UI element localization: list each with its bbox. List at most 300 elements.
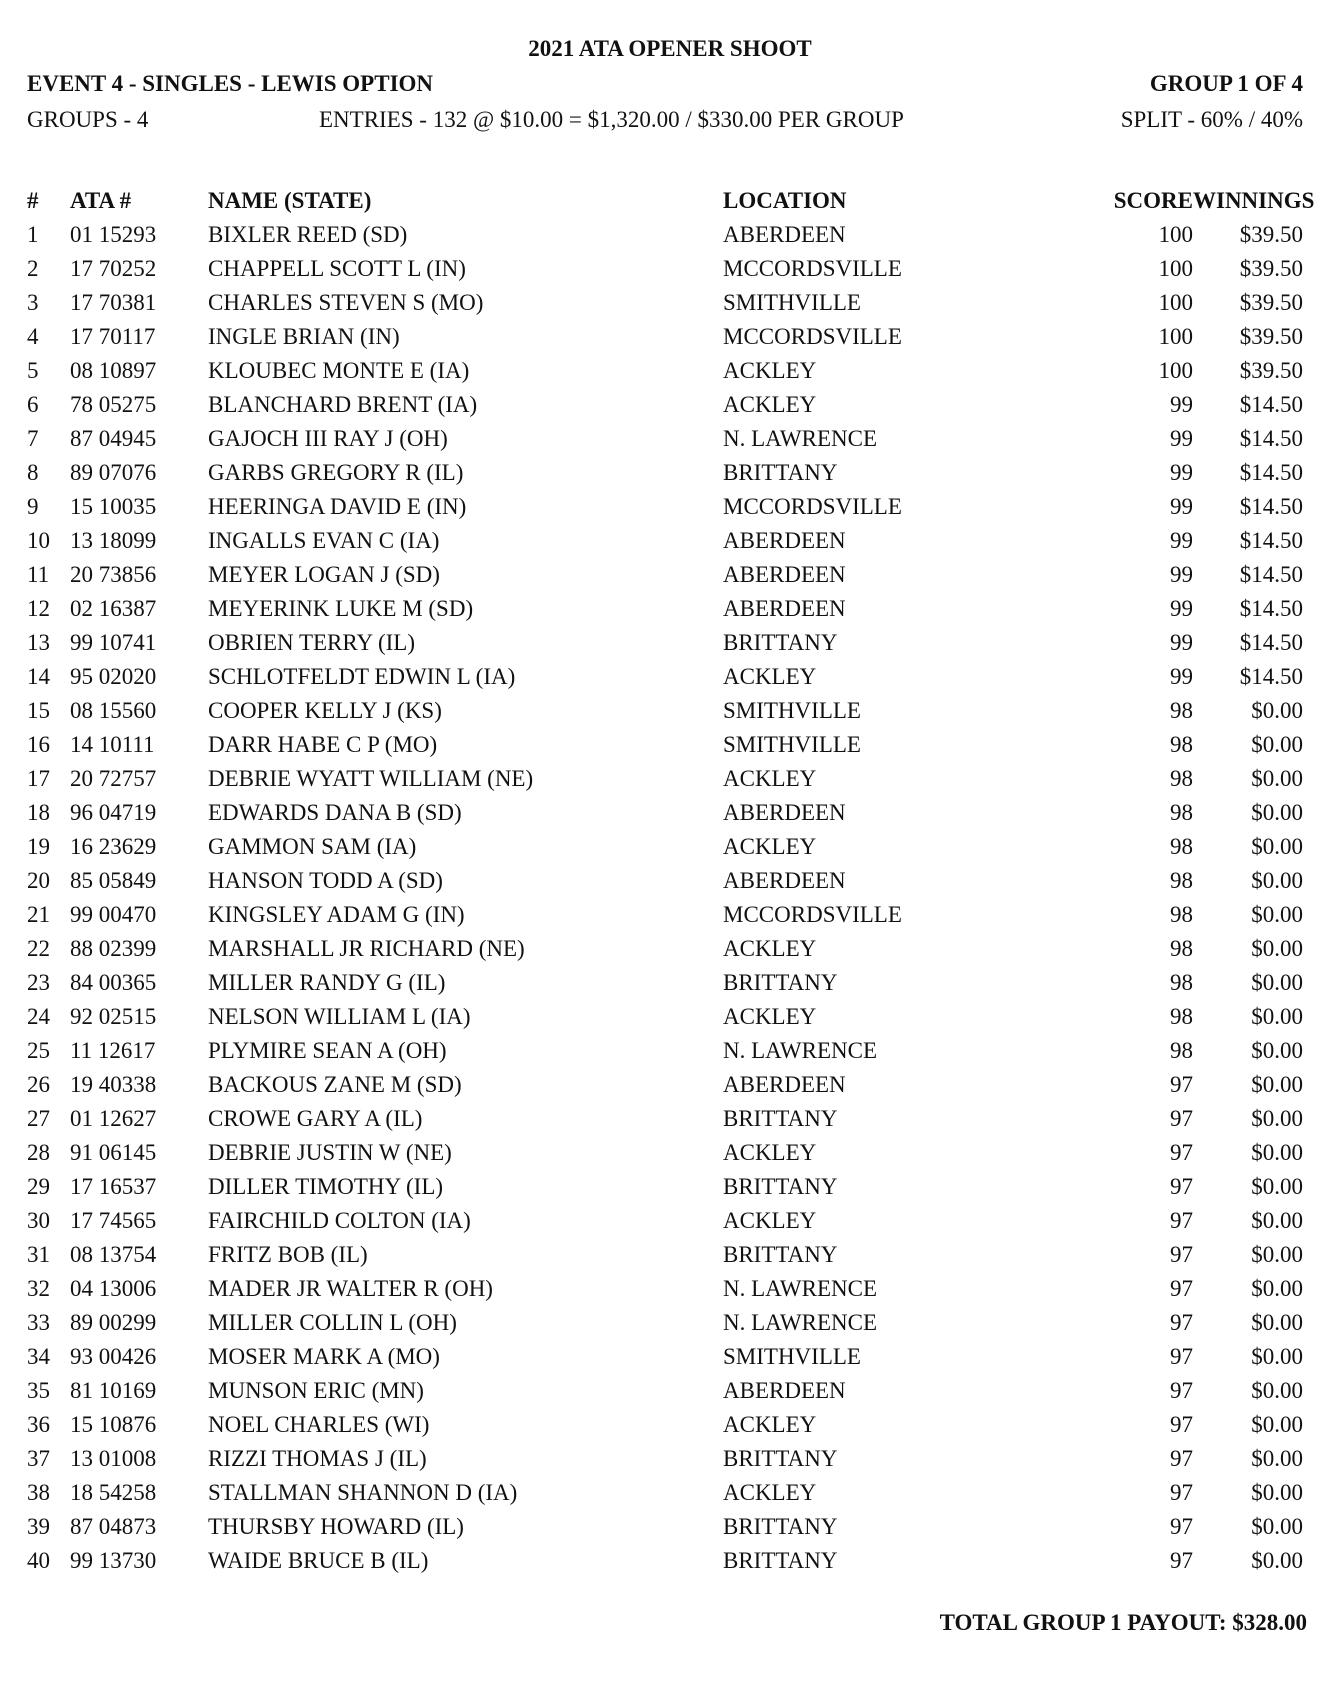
cell-location: ABERDEEN: [723, 868, 846, 893]
cell-ata-number: 81 10169: [70, 1378, 157, 1403]
cell-rank: 36: [27, 1412, 50, 1437]
table-row: [27, 1068, 1313, 1102]
cell-name: DEBRIE JUSTIN W (NE): [208, 1140, 452, 1165]
cell-score: 97: [1170, 1514, 1193, 1539]
cell-name: GARBS GREGORY R (IL): [208, 460, 464, 485]
cell-ata-number: 13 18099: [70, 528, 157, 553]
cell-ata-number: 96 04719: [70, 800, 157, 825]
cell-winnings: $0.00: [1251, 1242, 1303, 1267]
cell-name: CHAPPELL SCOTT L (IN): [208, 256, 466, 281]
cell-location: SMITHVILLE: [723, 290, 861, 315]
cell-name: RIZZI THOMAS J (IL): [208, 1446, 427, 1471]
cell-winnings: $0.00: [1251, 1412, 1303, 1437]
cell-score: 98: [1170, 800, 1193, 825]
cell-location: MCCORDSVILLE: [723, 324, 902, 349]
cell-score: 97: [1170, 1412, 1193, 1437]
cell-rank: 6: [27, 392, 39, 417]
cell-score: 97: [1170, 1344, 1193, 1369]
cell-name: DARR HABE C P (MO): [208, 732, 438, 757]
cell-location: MCCORDSVILLE: [723, 494, 902, 519]
cell-location: MCCORDSVILLE: [723, 902, 902, 927]
cell-name: INGALLS EVAN C (IA): [208, 528, 440, 553]
cell-location: ACKLEY: [723, 1004, 817, 1029]
cell-rank: 9: [27, 494, 39, 519]
cell-score: 98: [1170, 1004, 1193, 1029]
cell-location: BRITTANY: [723, 1514, 838, 1539]
cell-rank: 25: [27, 1038, 50, 1063]
table-row: [27, 1102, 1313, 1136]
cell-rank: 10: [27, 528, 50, 553]
cell-name: FAIRCHILD COLTON (IA): [208, 1208, 471, 1233]
table-row: [27, 286, 1313, 320]
cell-rank: 11: [27, 562, 50, 587]
cell-ata-number: 17 74565: [70, 1208, 157, 1233]
cell-ata-number: 99 10741: [70, 630, 157, 655]
cell-winnings: $0.00: [1251, 902, 1303, 927]
cell-ata-number: 99 13730: [70, 1548, 157, 1573]
cell-score: 99: [1170, 630, 1193, 655]
cell-name: COOPER KELLY J (KS): [208, 698, 442, 723]
cell-rank: 37: [27, 1446, 50, 1471]
cell-score: 97: [1170, 1208, 1193, 1233]
table-row: [27, 422, 1313, 456]
cell-score: 99: [1170, 426, 1193, 451]
cell-ata-number: 78 05275: [70, 392, 157, 417]
group-indicator: GROUP 1 OF 4: [1149, 71, 1303, 96]
column-header-name: NAME (STATE): [208, 188, 372, 213]
table-row: [27, 1170, 1313, 1204]
cell-ata-number: 17 16537: [70, 1174, 157, 1199]
cell-score: 100: [1158, 256, 1193, 281]
table-row: [27, 1272, 1313, 1306]
table-row: [27, 320, 1313, 354]
table-row: [27, 524, 1313, 558]
cell-ata-number: 95 02020: [70, 664, 157, 689]
cell-winnings: $0.00: [1251, 1140, 1303, 1165]
cell-name: BACKOUS ZANE M (SD): [208, 1072, 462, 1097]
cell-rank: 2: [27, 256, 39, 281]
cell-winnings: $0.00: [1251, 766, 1303, 791]
cell-name: OBRIEN TERRY (IL): [208, 630, 415, 655]
table-row: [27, 354, 1313, 388]
cell-score: 100: [1158, 222, 1193, 247]
cell-rank: 22: [27, 936, 50, 961]
cell-name: STALLMAN SHANNON D (IA): [208, 1480, 518, 1505]
cell-winnings: $0.00: [1251, 1480, 1303, 1505]
cell-score: 98: [1170, 834, 1193, 859]
column-header-score: SCORE: [1113, 188, 1193, 213]
cell-ata-number: 85 05849: [70, 868, 157, 893]
cell-name: BLANCHARD BRENT (IA): [208, 392, 478, 417]
cell-name: MADER JR WALTER R (OH): [208, 1276, 493, 1301]
cell-score: 97: [1170, 1378, 1193, 1403]
cell-location: BRITTANY: [723, 1446, 838, 1471]
cell-rank: 21: [27, 902, 50, 927]
table-row: [27, 1510, 1313, 1544]
cell-rank: 26: [27, 1072, 50, 1097]
table-row: [27, 694, 1313, 728]
cell-score: 99: [1170, 562, 1193, 587]
cell-ata-number: 15 10035: [70, 494, 157, 519]
cell-rank: 34: [27, 1344, 50, 1369]
cell-name: MOSER MARK A (MO): [208, 1344, 440, 1369]
cell-ata-number: 89 07076: [70, 460, 157, 485]
cell-location: ACKLEY: [723, 1140, 817, 1165]
cell-score: 97: [1170, 1242, 1193, 1267]
cell-name: MUNSON ERIC (MN): [208, 1378, 424, 1403]
cell-ata-number: 17 70252: [70, 256, 157, 281]
cell-rank: 28: [27, 1140, 50, 1165]
cell-name: PLYMIRE SEAN A (OH): [208, 1038, 447, 1063]
cell-rank: 13: [27, 630, 50, 655]
cell-ata-number: 84 00365: [70, 970, 157, 995]
cell-rank: 31: [27, 1242, 50, 1267]
cell-rank: 17: [27, 766, 50, 791]
event-title: EVENT 4 - SINGLES - LEWIS OPTION: [27, 71, 434, 96]
cell-name: NELSON WILLIAM L (IA): [208, 1004, 471, 1029]
cell-name: KINGSLEY ADAM G (IN): [208, 902, 465, 927]
cell-winnings: $0.00: [1251, 1310, 1303, 1335]
cell-location: BRITTANY: [723, 970, 838, 995]
cell-location: ABERDEEN: [723, 596, 846, 621]
cell-score: 98: [1170, 1038, 1193, 1063]
table-row: [27, 1340, 1313, 1374]
cell-winnings: $14.50: [1239, 528, 1303, 553]
table-row: [27, 1442, 1313, 1476]
cell-score: 97: [1170, 1276, 1193, 1301]
cell-location: ABERDEEN: [723, 1378, 846, 1403]
cell-rank: 7: [27, 426, 39, 451]
cell-ata-number: 91 06145: [70, 1140, 157, 1165]
table-row: [27, 558, 1313, 592]
cell-location: BRITTANY: [723, 630, 838, 655]
table-row: [27, 1544, 1313, 1578]
cell-winnings: $14.50: [1239, 596, 1303, 621]
table-row: [27, 1204, 1313, 1238]
cell-score: 97: [1170, 1446, 1193, 1471]
cell-score: 97: [1170, 1106, 1193, 1131]
cell-winnings: $0.00: [1251, 732, 1303, 757]
cell-score: 97: [1170, 1480, 1193, 1505]
cell-location: ACKLEY: [723, 358, 817, 383]
cell-rank: 4: [27, 324, 39, 349]
table-row: [27, 966, 1313, 1000]
cell-rank: 39: [27, 1514, 50, 1539]
cell-score: 97: [1170, 1072, 1193, 1097]
cell-rank: 30: [27, 1208, 50, 1233]
column-header-ata: ATA #: [70, 188, 132, 213]
cell-ata-number: 89 00299: [70, 1310, 157, 1335]
cell-winnings: $14.50: [1239, 630, 1303, 655]
cell-winnings: $0.00: [1251, 1174, 1303, 1199]
results-table: [27, 184, 1313, 1578]
cell-rank: 24: [27, 1004, 50, 1029]
cell-rank: 20: [27, 868, 50, 893]
cell-location: BRITTANY: [723, 1106, 838, 1131]
cell-ata-number: 20 73856: [70, 562, 157, 587]
table-row: [27, 1034, 1313, 1068]
cell-location: ABERDEEN: [723, 1072, 846, 1097]
cell-winnings: $0.00: [1251, 698, 1303, 723]
cell-rank: 33: [27, 1310, 50, 1335]
cell-location: ACKLEY: [723, 664, 817, 689]
cell-rank: 16: [27, 732, 50, 757]
cell-winnings: $14.50: [1239, 426, 1303, 451]
cell-rank: 8: [27, 460, 39, 485]
cell-ata-number: 04 13006: [70, 1276, 157, 1301]
cell-name: BIXLER REED (SD): [208, 222, 408, 247]
cell-location: ACKLEY: [723, 1208, 817, 1233]
cell-location: ACKLEY: [723, 834, 817, 859]
cell-winnings: $0.00: [1251, 970, 1303, 995]
split-info: SPLIT - 60% / 40%: [1120, 107, 1303, 132]
table-row: [27, 1476, 1313, 1510]
cell-location: BRITTANY: [723, 460, 838, 485]
event-header-row: [27, 66, 1313, 102]
cell-location: ACKLEY: [723, 1480, 817, 1505]
cell-ata-number: 88 02399: [70, 936, 157, 961]
cell-winnings: $0.00: [1251, 1038, 1303, 1063]
cell-name: SCHLOTFELDT EDWIN L (IA): [208, 664, 516, 689]
table-row: [27, 490, 1313, 524]
cell-rank: 29: [27, 1174, 50, 1199]
table-header-row: [27, 184, 1313, 218]
cell-location: ABERDEEN: [723, 562, 846, 587]
cell-score: 98: [1170, 936, 1193, 961]
cell-ata-number: 93 00426: [70, 1344, 157, 1369]
cell-score: 98: [1170, 868, 1193, 893]
cell-rank: 12: [27, 596, 50, 621]
cell-location: ACKLEY: [723, 1412, 817, 1437]
cell-winnings: $39.50: [1239, 256, 1303, 281]
cell-winnings: $39.50: [1239, 222, 1303, 247]
page-title: 2021 ATA OPENER SHOOT: [528, 36, 812, 61]
table-row: [27, 796, 1313, 830]
table-row: [27, 626, 1313, 660]
cell-winnings: $0.00: [1251, 1548, 1303, 1573]
cell-name: CHARLES STEVEN S (MO): [208, 290, 484, 315]
table-row: [27, 252, 1313, 286]
cell-score: 99: [1170, 392, 1193, 417]
cell-ata-number: 20 72757: [70, 766, 157, 791]
cell-ata-number: 17 70117: [70, 324, 156, 349]
cell-score: 99: [1170, 460, 1193, 485]
column-header-location: LOCATION: [723, 188, 847, 213]
cell-location: BRITTANY: [723, 1242, 838, 1267]
cell-rank: 14: [27, 664, 50, 689]
cell-name: WAIDE BRUCE B (IL): [208, 1548, 429, 1573]
table-row: [27, 1408, 1313, 1442]
cell-location: N. LAWRENCE: [723, 426, 878, 451]
cell-ata-number: 15 10876: [70, 1412, 157, 1437]
cell-ata-number: 16 23629: [70, 834, 157, 859]
cell-score: 99: [1170, 528, 1193, 553]
cell-rank: 3: [27, 290, 39, 315]
results-body: [27, 218, 1313, 1578]
table-row: [27, 1238, 1313, 1272]
cell-name: MILLER RANDY G (IL): [208, 970, 446, 995]
total-payout: TOTAL GROUP 1 PAYOUT: $328.00: [939, 1610, 1307, 1635]
cell-rank: 19: [27, 834, 50, 859]
cell-winnings: $0.00: [1251, 1446, 1303, 1471]
cell-ata-number: 17 70381: [70, 290, 157, 315]
cell-rank: 15: [27, 698, 50, 723]
cell-score: 99: [1170, 596, 1193, 621]
table-row: [27, 864, 1313, 898]
cell-score: 97: [1170, 1548, 1193, 1573]
cell-location: ABERDEEN: [723, 800, 846, 825]
table-row: [27, 1374, 1313, 1408]
cell-location: ACKLEY: [723, 936, 817, 961]
cell-name: HANSON TODD A (SD): [208, 868, 443, 893]
cell-score: 97: [1170, 1174, 1193, 1199]
cell-ata-number: 87 04945: [70, 426, 157, 451]
cell-winnings: $0.00: [1251, 1276, 1303, 1301]
cell-ata-number: 14 10111: [70, 732, 155, 757]
table-row: [27, 592, 1313, 626]
entries-info-row: [27, 102, 1313, 138]
cell-winnings: $14.50: [1239, 460, 1303, 485]
table-row: [27, 728, 1313, 762]
cell-name: MEYER LOGAN J (SD): [208, 562, 440, 587]
table-row: [27, 1136, 1313, 1170]
cell-location: ACKLEY: [723, 392, 817, 417]
cell-winnings: $39.50: [1239, 290, 1303, 315]
cell-location: ABERDEEN: [723, 528, 846, 553]
cell-ata-number: 11 12617: [70, 1038, 156, 1063]
cell-location: BRITTANY: [723, 1548, 838, 1573]
cell-name: NOEL CHARLES (WI): [208, 1412, 430, 1437]
cell-name: THURSBY HOWARD (IL): [208, 1514, 464, 1539]
cell-rank: 32: [27, 1276, 50, 1301]
cell-score: 98: [1170, 766, 1193, 791]
cell-name: GAJOCH III RAY J (OH): [208, 426, 448, 451]
cell-winnings: $39.50: [1239, 324, 1303, 349]
table-row: [27, 388, 1313, 422]
cell-score: 100: [1158, 290, 1193, 315]
cell-winnings: $0.00: [1251, 1106, 1303, 1131]
cell-rank: 1: [27, 222, 39, 247]
table-row: [27, 218, 1313, 252]
groups-count: GROUPS - 4: [27, 107, 149, 132]
cell-winnings: $14.50: [1239, 392, 1303, 417]
cell-winnings: $0.00: [1251, 834, 1303, 859]
cell-score: 98: [1170, 732, 1193, 757]
cell-location: ACKLEY: [723, 766, 817, 791]
cell-rank: 23: [27, 970, 50, 995]
cell-name: KLOUBEC MONTE E (IA): [208, 358, 470, 383]
cell-name: GAMMON SAM (IA): [208, 834, 417, 859]
cell-ata-number: 02 16387: [70, 596, 157, 621]
cell-name: HEERINGA DAVID E (IN): [208, 494, 467, 519]
cell-winnings: $14.50: [1239, 562, 1303, 587]
cell-winnings: $39.50: [1239, 358, 1303, 383]
cell-ata-number: 08 15560: [70, 698, 157, 723]
column-header-rank: #: [27, 188, 39, 213]
cell-ata-number: 92 02515: [70, 1004, 157, 1029]
cell-score: 98: [1170, 698, 1193, 723]
cell-winnings: $14.50: [1239, 664, 1303, 689]
cell-rank: 38: [27, 1480, 50, 1505]
cell-ata-number: 01 15293: [70, 222, 157, 247]
cell-ata-number: 01 12627: [70, 1106, 157, 1131]
results-page: [27, 32, 1313, 1640]
cell-location: N. LAWRENCE: [723, 1310, 878, 1335]
cell-winnings: $14.50: [1239, 494, 1303, 519]
cell-score: 97: [1170, 1140, 1193, 1165]
table-row: [27, 932, 1313, 966]
cell-ata-number: 87 04873: [70, 1514, 157, 1539]
cell-location: ABERDEEN: [723, 222, 846, 247]
cell-score: 100: [1158, 324, 1193, 349]
column-header-winnings: WINNINGS: [1193, 188, 1315, 213]
cell-location: BRITTANY: [723, 1174, 838, 1199]
table-row: [27, 1000, 1313, 1034]
cell-ata-number: 08 13754: [70, 1242, 157, 1267]
cell-rank: 40: [27, 1548, 50, 1573]
table-row: [27, 1306, 1313, 1340]
cell-winnings: $0.00: [1251, 1208, 1303, 1233]
cell-ata-number: 19 40338: [70, 1072, 157, 1097]
cell-location: SMITHVILLE: [723, 698, 861, 723]
table-row: [27, 762, 1313, 796]
table-row: [27, 456, 1313, 490]
cell-ata-number: 99 00470: [70, 902, 157, 927]
cell-score: 99: [1170, 494, 1193, 519]
cell-location: N. LAWRENCE: [723, 1276, 878, 1301]
cell-winnings: $0.00: [1251, 868, 1303, 893]
cell-name: FRITZ BOB (IL): [208, 1242, 368, 1267]
cell-location: SMITHVILLE: [723, 732, 861, 757]
cell-score: 98: [1170, 902, 1193, 927]
cell-winnings: $0.00: [1251, 1072, 1303, 1097]
cell-name: MILLER COLLIN L (OH): [208, 1310, 457, 1335]
spacer: [27, 138, 1313, 184]
cell-score: 100: [1158, 358, 1193, 383]
cell-score: 98: [1170, 970, 1193, 995]
cell-ata-number: 18 54258: [70, 1480, 157, 1505]
cell-winnings: $0.00: [1251, 1344, 1303, 1369]
entries-summary: ENTRIES - 132 @ $10.00 = $1,320.00 / $330.00 PER GROUP: [319, 107, 904, 132]
cell-score: 99: [1170, 664, 1193, 689]
cell-name: DEBRIE WYATT WILLIAM (NE): [208, 766, 534, 791]
cell-rank: 27: [27, 1106, 50, 1131]
cell-name: EDWARDS DANA B (SD): [208, 800, 462, 825]
cell-winnings: $0.00: [1251, 1378, 1303, 1403]
cell-name: CROWE GARY A (IL): [208, 1106, 423, 1131]
cell-winnings: $0.00: [1251, 800, 1303, 825]
cell-name: DILLER TIMOTHY (IL): [208, 1174, 444, 1199]
cell-winnings: $0.00: [1251, 1514, 1303, 1539]
cell-rank: 18: [27, 800, 50, 825]
cell-name: MARSHALL JR RICHARD (NE): [208, 936, 525, 961]
table-row: [27, 660, 1313, 694]
table-row: [27, 898, 1313, 932]
cell-ata-number: 13 01008: [70, 1446, 157, 1471]
cell-winnings: $0.00: [1251, 936, 1303, 961]
cell-location: N. LAWRENCE: [723, 1038, 878, 1063]
cell-ata-number: 08 10897: [70, 358, 157, 383]
cell-winnings: $0.00: [1251, 1004, 1303, 1029]
cell-location: SMITHVILLE: [723, 1344, 861, 1369]
cell-name: MEYERINK LUKE M (SD): [208, 596, 474, 621]
cell-location: MCCORDSVILLE: [723, 256, 902, 281]
cell-name: INGLE BRIAN (IN): [208, 324, 400, 349]
cell-score: 97: [1170, 1310, 1193, 1335]
cell-rank: 5: [27, 358, 39, 383]
table-row: [27, 830, 1313, 864]
cell-rank: 35: [27, 1378, 50, 1403]
